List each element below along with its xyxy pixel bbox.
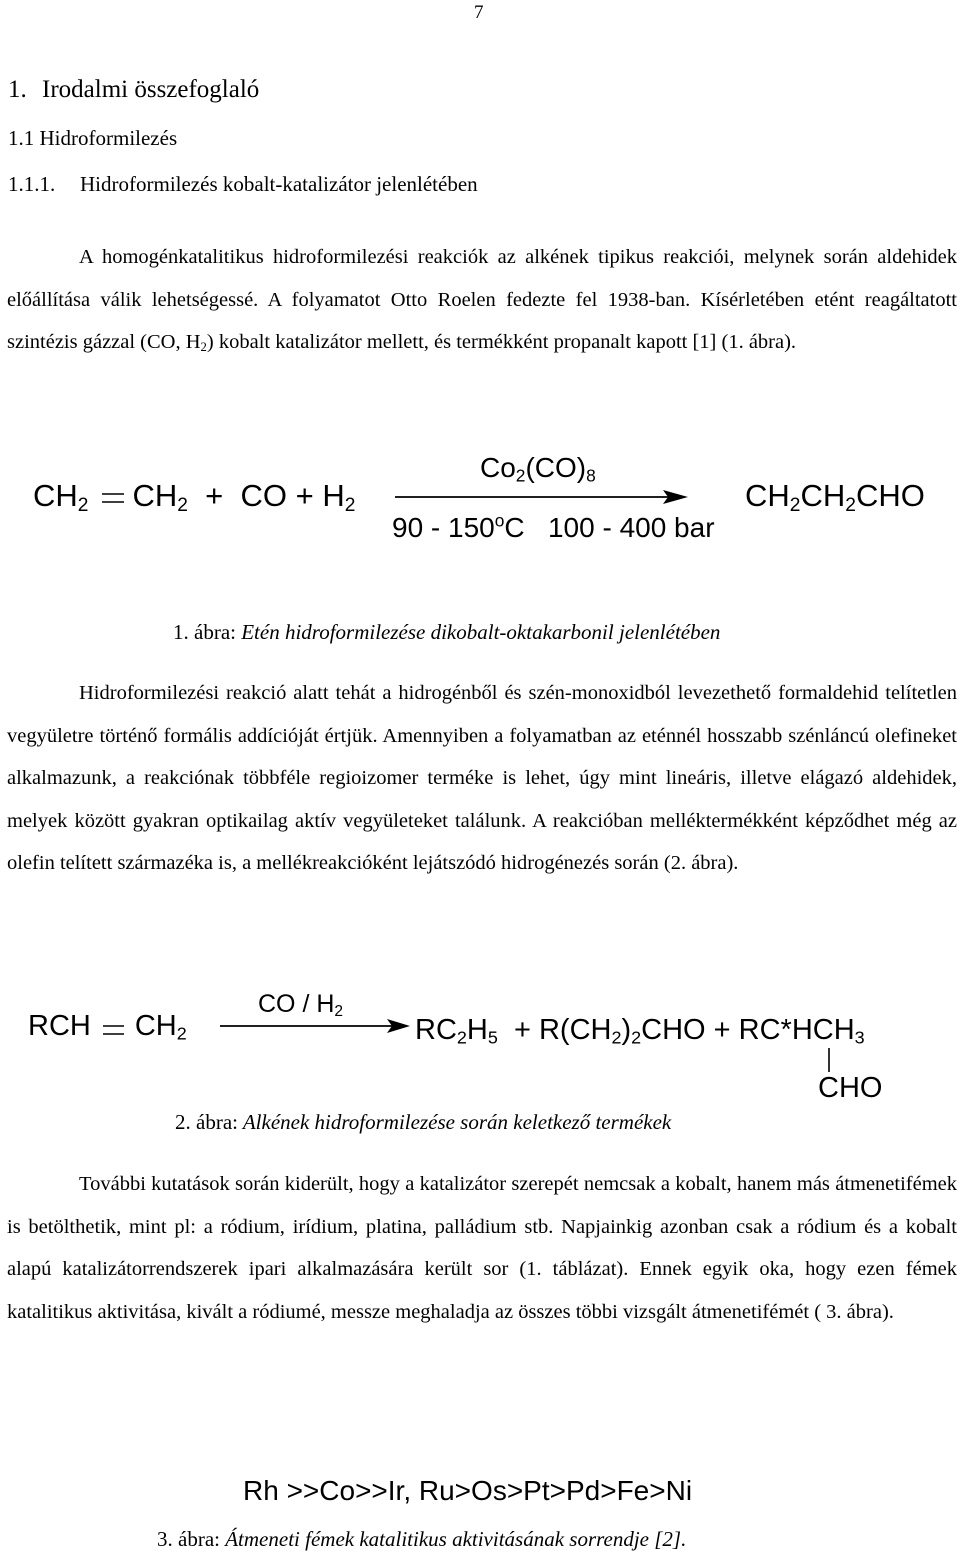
figure-1-caption: 1. ábra: Etén hidroformilezése dikobalt-oktakarbonil jelenlétében xyxy=(173,620,721,644)
figure-2-caption: 2. ábra: Alkének hidroformilezése során keletkező termékek xyxy=(175,1110,672,1134)
subsubsection-title: Hidroformilezés kobalt-katalizátor jelenlétében xyxy=(80,172,478,196)
equation-2-reactant: RCH $CH_2$ xyxy=(28,1010,187,1044)
equation-1-catalyst: $Co_2(CO)_8$ xyxy=(480,452,596,486)
section-number: 1. xyxy=(8,76,27,103)
equation-2-branch-cho: CHO xyxy=(818,1072,883,1104)
subsection-number: 1.1 xyxy=(8,126,35,150)
equation-2-reagents: CO / $H_2$ xyxy=(258,990,344,1020)
equation-1-conditions: 90 - 150$^o$C 100 - 400 bar xyxy=(392,510,715,543)
figure-3-caption: 3. ábra: Átmeneti fémek katalitikus aktivitásának sorrendje [2]. xyxy=(157,1527,687,1551)
equation-1-reactants: $CH_2$ $CH_2$ + CO + $H_2$ xyxy=(33,478,356,516)
paragraph-intro: A homogénkatalitikus hidroformilezési reakciók az alkének tipikus reakciói, melynek során aldehidek előállítása válik lehetségessé. A folyamatot Otto Roelen fedezte fel 1938-ban. Kísérletében etént reagáltatott szintézis gázzal (CO, $H_2$) kobalt katalizátor mellett, és termékként propanalt kapott [1] (1. ábra). xyxy=(7,246,957,355)
paragraph-regioisomers: Hidroformilezési reakció alatt tehát a hidrogénből és szén-monoxidból levezethető formaldehid telítetlen vegyületre történő formális addícióját értjük. Amennyiben a folyamatban az eténnél hosszabb szénláncú olefineket alkalmazunk, a reakciónak többféle regioizomer terméke is lehet, úgy mint lineáris, illetve elágazó aldehidek, melyek között gyakran optikailag aktív vegyületeket találunk. A reakcióban melléktermékként képződhet még az olefin telített származéka is, a mellékreakcióként lejátszódó hidrogénezés során (2. ábra). xyxy=(7,682,957,874)
subsection-title: Hidroformilezés xyxy=(39,126,178,150)
equation-2-products: $RC_2H_5 + R(CH_2)_2CHO + RC*HCH_3$ xyxy=(415,1014,865,1048)
page-number: 7 xyxy=(474,2,484,23)
paragraph-other-metals: További kutatások során kiderült, hogy a katalizátor szerepét nemcsak a kobalt, hanem más átmenetifémek is betölthetik, mint pl: a ródium, irídium, platina, palládium stb. Napjainkig azonban csak a ródium és a kobalt alapú katalizátorrendszerek ipari alkalmazására került sor (1. táblázat). Ennek egyik oka, hogy ezen fémek katalitikus aktivitása, kivált a ródiumé, messze meghaladja az összes többi vizsgált átmenetifémét ( 3. ábra). xyxy=(7,1173,957,1323)
section-title: Irodalmi összefoglaló xyxy=(42,76,260,103)
metal-activity-order: Rh >>Co>>Ir, Ru>Os>Pt>Pd>Fe>Ni xyxy=(243,1475,693,1506)
equation-1-product: $CH_2CH_2CHO$ xyxy=(745,478,925,516)
subsubsection-number: 1.1.1. xyxy=(8,172,56,196)
